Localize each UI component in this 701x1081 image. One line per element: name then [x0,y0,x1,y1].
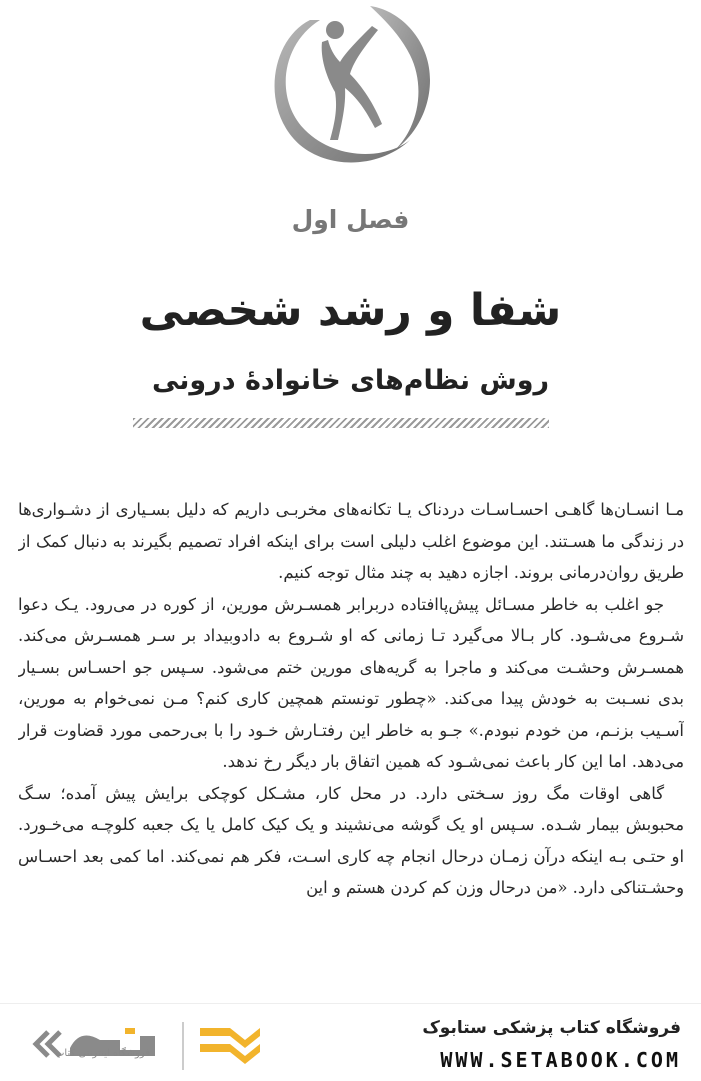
figure-icon [250,0,450,170]
store-logo [30,1018,270,1074]
store-url[interactable]: WWW.SETABOOK.COM [440,1048,681,1072]
chapter-title: شفا و رشد شخصی [139,285,562,336]
chapter-emblem [250,0,450,170]
logo-caption: فروشگاه اینترنتی کتاب [55,1048,151,1059]
store-name: فروشگاه کتاب پزشکی ستابوک [422,1018,681,1038]
paragraph: مـا انسـان‌ها گاهـی احسـاسـات دردناک یـا تکانه‌های مخربـی داریم که دلیل بسـیاری از دشـواری‌ها در زندگی ما هسـتند. این موضوع اغلب دلیلی است برای اینکه افراد تصمیم بگیرند به دنبال کمک از طریق روان‌درمانی بروند. اجازه دهید به چند مثال توجه کنیم. [18,500,684,582]
chapter-subtitle: روش نظام‌های خانوادۀ درونی [151,365,550,396]
paragraph: گاهی اوقات مگ روز سـختی دارد. در محل کار، مشـکل کوچکی برایش پیش آمده؛ سـگ محبوبش بیمار شـده. سـپس او یک گوشه می‌نشیند و یک کیک کامل یا یک جعبه کلوچـه می‌خـورد. او حتـی بـه اینکه درآن زمـان درحال انجام چه کاری اسـت، فکر هم نمی‌کند. اما کمی بعد احسـاس وحشـتناکی دارد. «من درحال وزن کم کردن هستم و این [18,783,684,897]
footer-banner [0,1003,701,1081]
body-text [18,494,684,1002]
paragraph: جو اغلب به خاطر مسـائل پیش‌پاافتاده دربرابر همسـرش مورین، از کوره در می‌رود. یـک دعوا شـروع می‌شـود. کار بـالا می‌گیرد تـا زمانی که او شـروع به دادوبیداد بر سـر همسـرش می‌کند. همسـرش وحشـت می‌کند و ماجرا به گریه‌های مورین ختم می‌شود. سـپس جو احسـاس بسـیار بدی نسـبت به خودش پیدا می‌کند. «چطور تونستم همچین کاری کنم؟ مـن نمی‌خوام به مورین، آسـیب بزنـم، من خودم نبودم.» جـو به خاطر این رفتـارش خـود را با بی‌رحمی مورد قضاوت قرار می‌دهد. اما این کار باعث نمی‌شـود که همین اتفاق بار دیگر رخ ندهد. [18,594,684,771]
setabook-logo-icon [30,1018,270,1074]
chapter-label: فصل اول [291,205,410,234]
text-fade-overlay [0,935,701,1005]
decorative-divider [133,418,549,428]
